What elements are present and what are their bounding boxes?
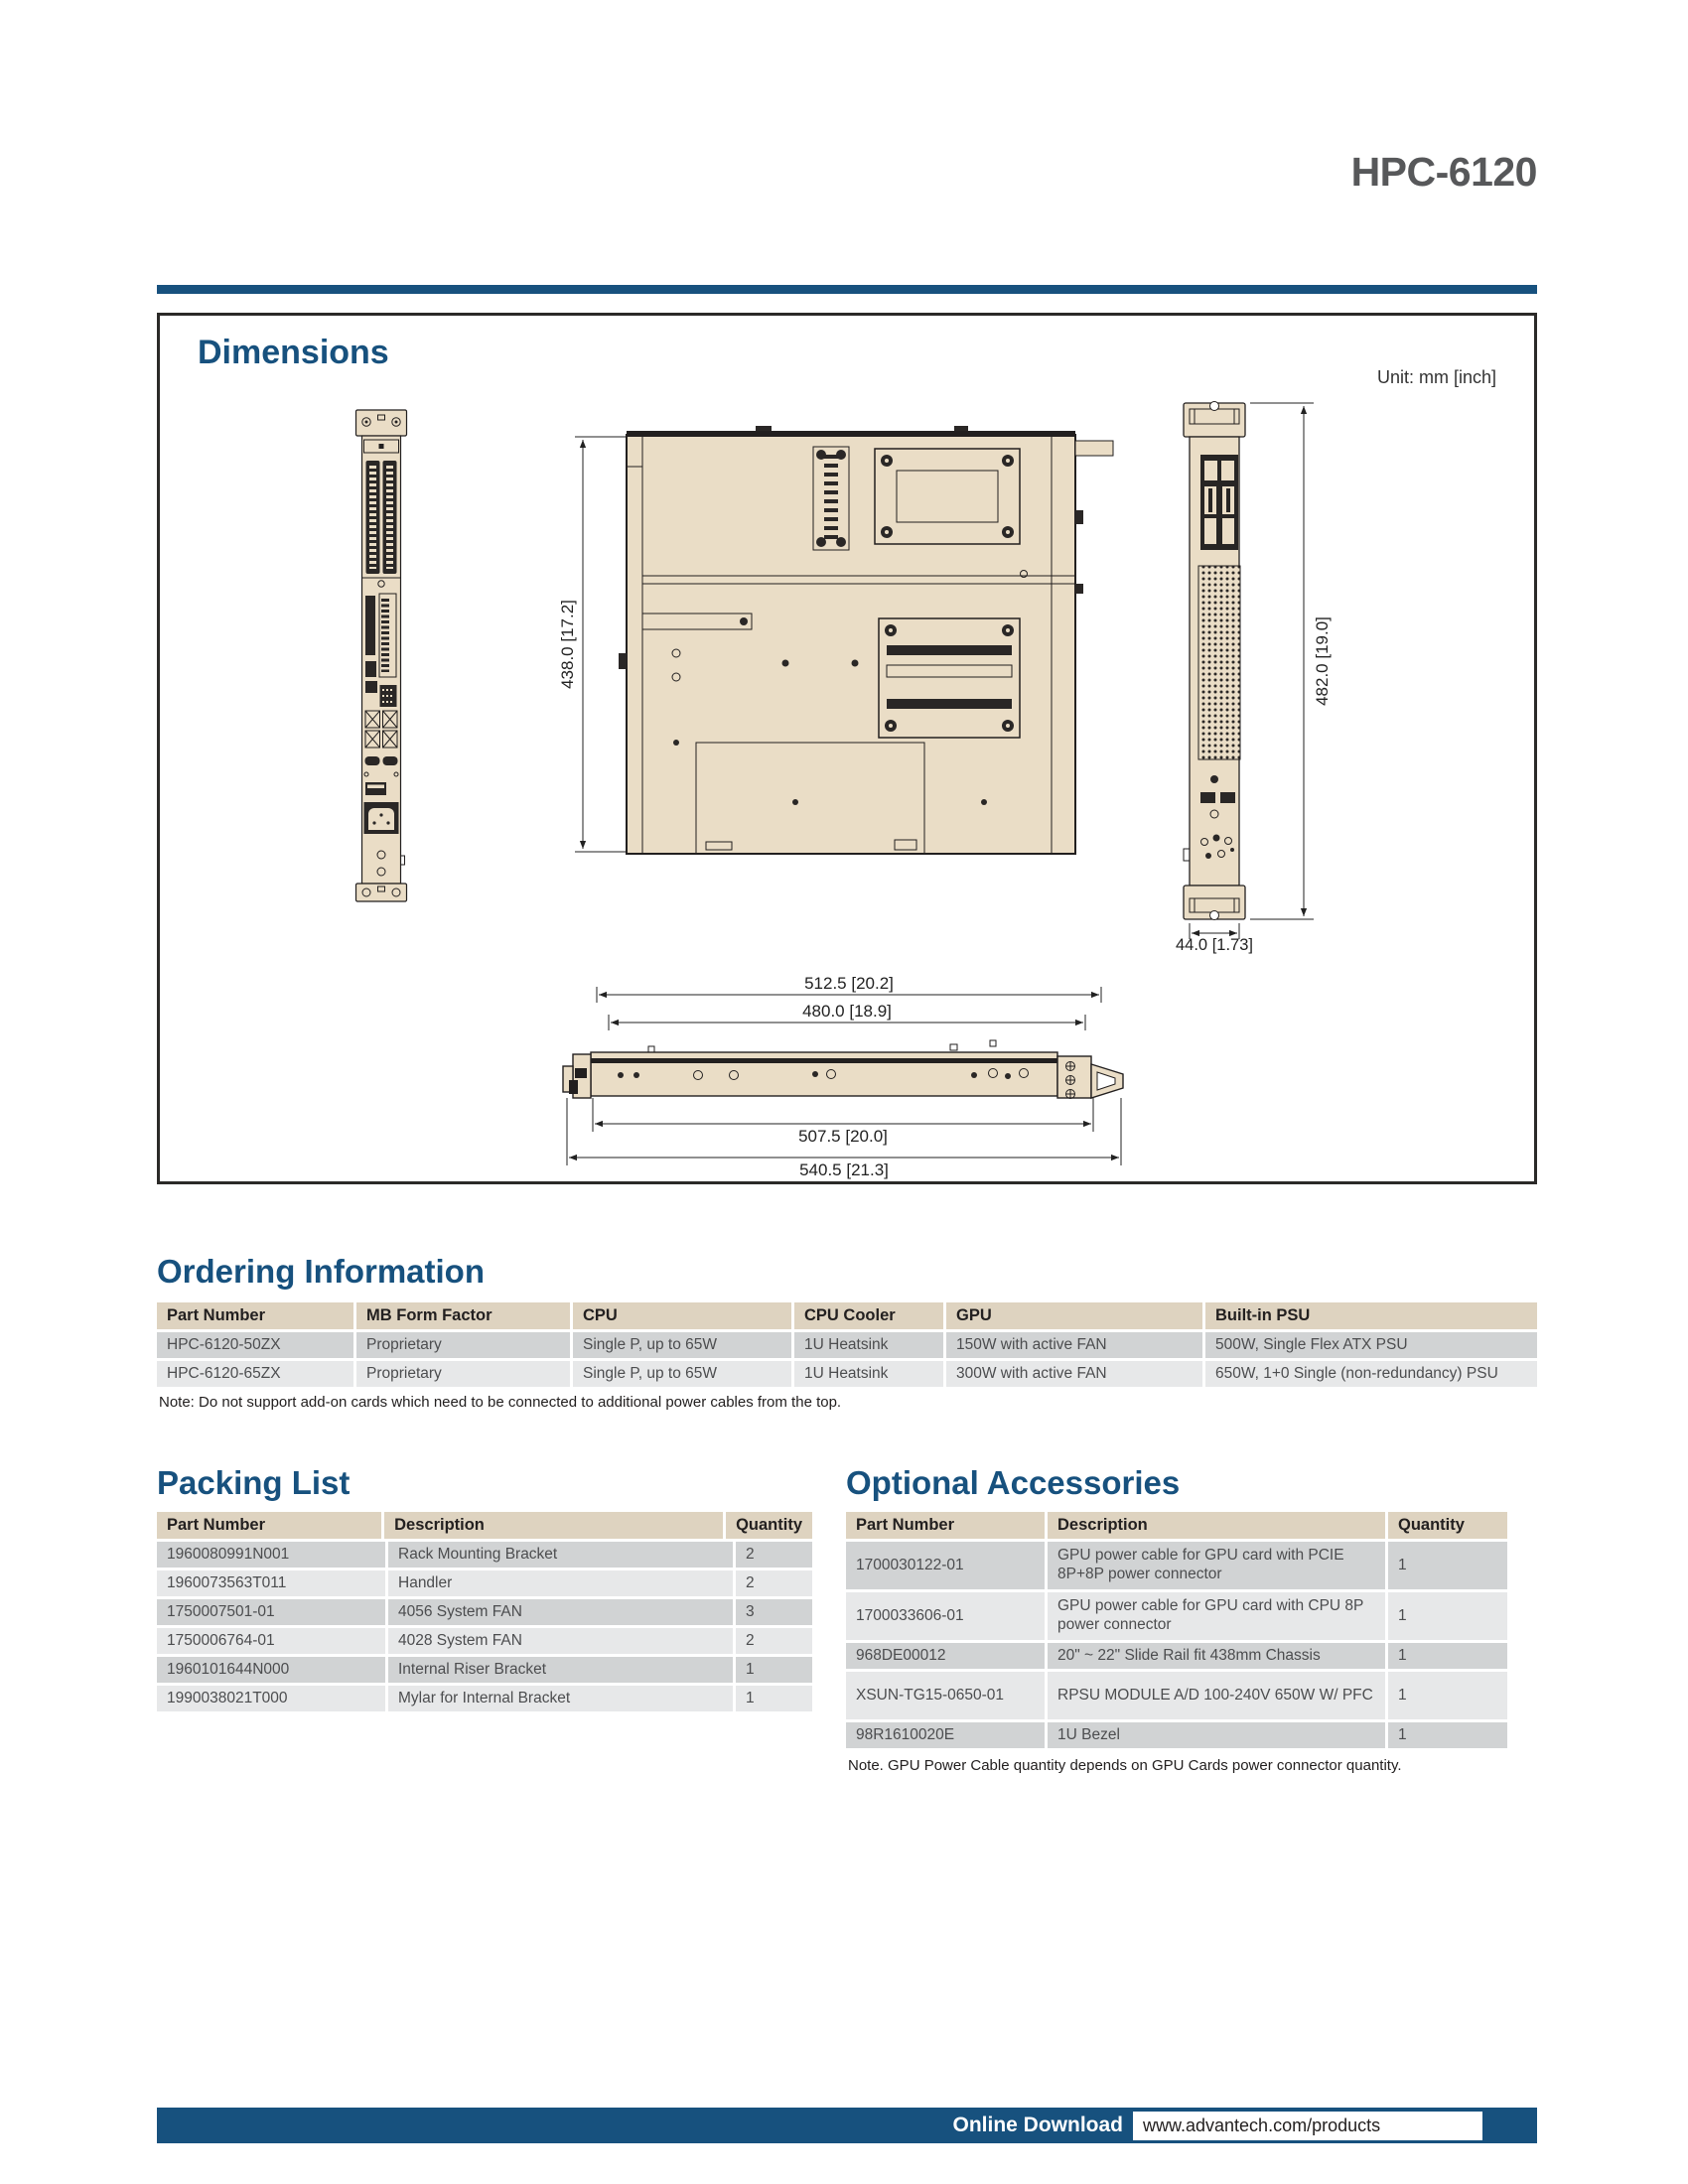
table-row xyxy=(846,1592,1507,1640)
dimensions-title: Dimensions xyxy=(198,334,389,371)
table-cell: 1960073563T011 xyxy=(157,1570,385,1596)
table-row xyxy=(846,1542,1507,1589)
dim-label-side-bottom-inner: 507.5 [20.0] xyxy=(798,1127,888,1146)
page-title: HPC-6120 xyxy=(1350,149,1537,195)
table-cell: Internal Riser Bracket xyxy=(388,1657,733,1683)
table-cell: 500W, Single Flex ATX PSU xyxy=(1205,1332,1537,1358)
column-header: CPU xyxy=(573,1302,791,1329)
table-cell: Mylar for Internal Bracket xyxy=(388,1686,733,1711)
optional-accessories-table xyxy=(846,1512,1507,1748)
unit-note: Unit: mm [inch] xyxy=(1376,367,1496,387)
table-cell: Single P, up to 65W xyxy=(573,1361,791,1387)
table-header-row xyxy=(846,1512,1507,1539)
table-cell: HPC-6120-65ZX xyxy=(157,1361,353,1387)
ordering-information-note: Note: Do not support add-on cards which need to be connected to additional power cables from the top. xyxy=(159,1394,842,1411)
column-header: Built-in PSU xyxy=(1205,1302,1537,1329)
table-cell: XSUN-TG15-0650-01 xyxy=(846,1672,1045,1719)
table-cell: Proprietary xyxy=(356,1361,570,1387)
table-cell: 1U Heatsink xyxy=(794,1361,943,1387)
rear-panel-drawing xyxy=(354,409,408,903)
column-header: Quantity xyxy=(1388,1512,1507,1539)
ordering-information-table xyxy=(157,1302,1537,1387)
table-row xyxy=(157,1657,812,1683)
table-cell: 1U Bezel xyxy=(1048,1722,1385,1748)
table-cell: 1700033606-01 xyxy=(846,1592,1045,1640)
table-cell: 4056 System FAN xyxy=(388,1599,733,1625)
table-row xyxy=(846,1643,1507,1669)
table-row xyxy=(157,1686,812,1711)
dim-label-front-panel-length: 482.0 [19.0] xyxy=(1313,616,1332,706)
table-header-row xyxy=(157,1302,1537,1329)
footer-url-link[interactable]: www.advantech.com/products xyxy=(1133,2112,1482,2140)
table-cell: 98R1610020E xyxy=(846,1722,1045,1748)
table-row xyxy=(157,1599,812,1625)
column-header: GPU xyxy=(946,1302,1202,1329)
table-cell: 1 xyxy=(1388,1672,1507,1719)
table-cell: 650W, 1+0 Single (non-redundancy) PSU xyxy=(1205,1361,1537,1387)
optional-accessories-note: Note. GPU Power Cable quantity depends on GPU Cards power connector quantity. xyxy=(848,1757,1402,1774)
table-cell: GPU power cable for GPU card with CPU 8P power connector xyxy=(1048,1592,1385,1640)
table-cell: Single P, up to 65W xyxy=(573,1332,791,1358)
column-header: Description xyxy=(1048,1512,1385,1539)
packing-list-title: Packing List xyxy=(157,1464,351,1501)
table-cell: GPU power cable for GPU card with PCIE 8P+8P power connector xyxy=(1048,1542,1385,1589)
column-header: Part Number xyxy=(157,1302,353,1329)
table-cell: RPSU MODULE A/D 100-240V 650W W/ PFC xyxy=(1048,1672,1385,1719)
dim-label-front-panel-width: 44.0 [1.73] xyxy=(1176,936,1253,954)
table-cell: 1U Heatsink xyxy=(794,1332,943,1358)
table-cell: 20" ~ 22" Slide Rail fit 438mm Chassis xyxy=(1048,1643,1385,1669)
packing-list-table xyxy=(157,1512,812,1711)
table-cell: 1 xyxy=(1388,1542,1507,1589)
column-header: Part Number xyxy=(846,1512,1045,1539)
table-cell: 968DE00012 xyxy=(846,1643,1045,1669)
column-header: Part Number xyxy=(157,1512,381,1539)
table-cell: 1960101644N000 xyxy=(157,1657,385,1683)
table-cell: 2 xyxy=(736,1542,812,1568)
table-cell: 300W with active FAN xyxy=(946,1361,1202,1387)
table-cell: 1750006764-01 xyxy=(157,1628,385,1654)
dimensions-panel xyxy=(157,313,1537,1184)
dim-label-side-bottom-outer: 540.5 [21.3] xyxy=(799,1160,889,1179)
table-row xyxy=(157,1628,812,1654)
table-cell: 1 xyxy=(1388,1643,1507,1669)
dim-label-top-view-height: 438.0 [17.2] xyxy=(558,600,577,689)
header-divider xyxy=(157,285,1537,294)
table-cell: 1750007501-01 xyxy=(157,1599,385,1625)
side-view-drawing xyxy=(549,973,1140,1181)
dim-label-side-top-outer: 512.5 [20.2] xyxy=(804,974,894,993)
table-row xyxy=(157,1542,812,1568)
table-cell: 1 xyxy=(1388,1722,1507,1748)
table-row xyxy=(157,1332,1537,1358)
column-header: MB Form Factor xyxy=(356,1302,570,1329)
front-panel-drawing xyxy=(1165,397,1353,953)
optional-accessories-title: Optional Accessories xyxy=(846,1464,1181,1501)
table-cell: 1700030122-01 xyxy=(846,1542,1045,1589)
table-cell: Rack Mounting Bracket xyxy=(388,1542,733,1568)
ordering-information-title: Ordering Information xyxy=(157,1253,485,1290)
table-cell: 1 xyxy=(1388,1592,1507,1640)
table-cell: 1 xyxy=(736,1686,812,1711)
column-header: Description xyxy=(384,1512,723,1539)
table-cell: 4028 System FAN xyxy=(388,1628,733,1654)
table-row xyxy=(846,1672,1507,1719)
table-header-row xyxy=(157,1512,812,1539)
table-cell: Proprietary xyxy=(356,1332,570,1358)
table-cell: 1 xyxy=(736,1657,812,1683)
table-cell: 1960080991N001 xyxy=(157,1542,385,1568)
table-cell: Handler xyxy=(388,1570,733,1596)
table-row xyxy=(157,1361,1537,1387)
dim-label-side-top-inner: 480.0 [18.9] xyxy=(802,1002,892,1021)
footer-bar xyxy=(157,2108,1537,2143)
table-cell: 150W with active FAN xyxy=(946,1332,1202,1358)
table-cell: 2 xyxy=(736,1628,812,1654)
table-cell: 1990038021T000 xyxy=(157,1686,385,1711)
column-header: CPU Cooler xyxy=(794,1302,943,1329)
table-row xyxy=(846,1722,1507,1748)
online-download-label: Online Download xyxy=(952,2114,1123,2136)
top-view-drawing xyxy=(547,415,1118,877)
column-header: Quantity xyxy=(726,1512,812,1539)
table-cell: 3 xyxy=(736,1599,812,1625)
table-cell: HPC-6120-50ZX xyxy=(157,1332,353,1358)
table-cell: 2 xyxy=(736,1570,812,1596)
table-row xyxy=(157,1570,812,1596)
